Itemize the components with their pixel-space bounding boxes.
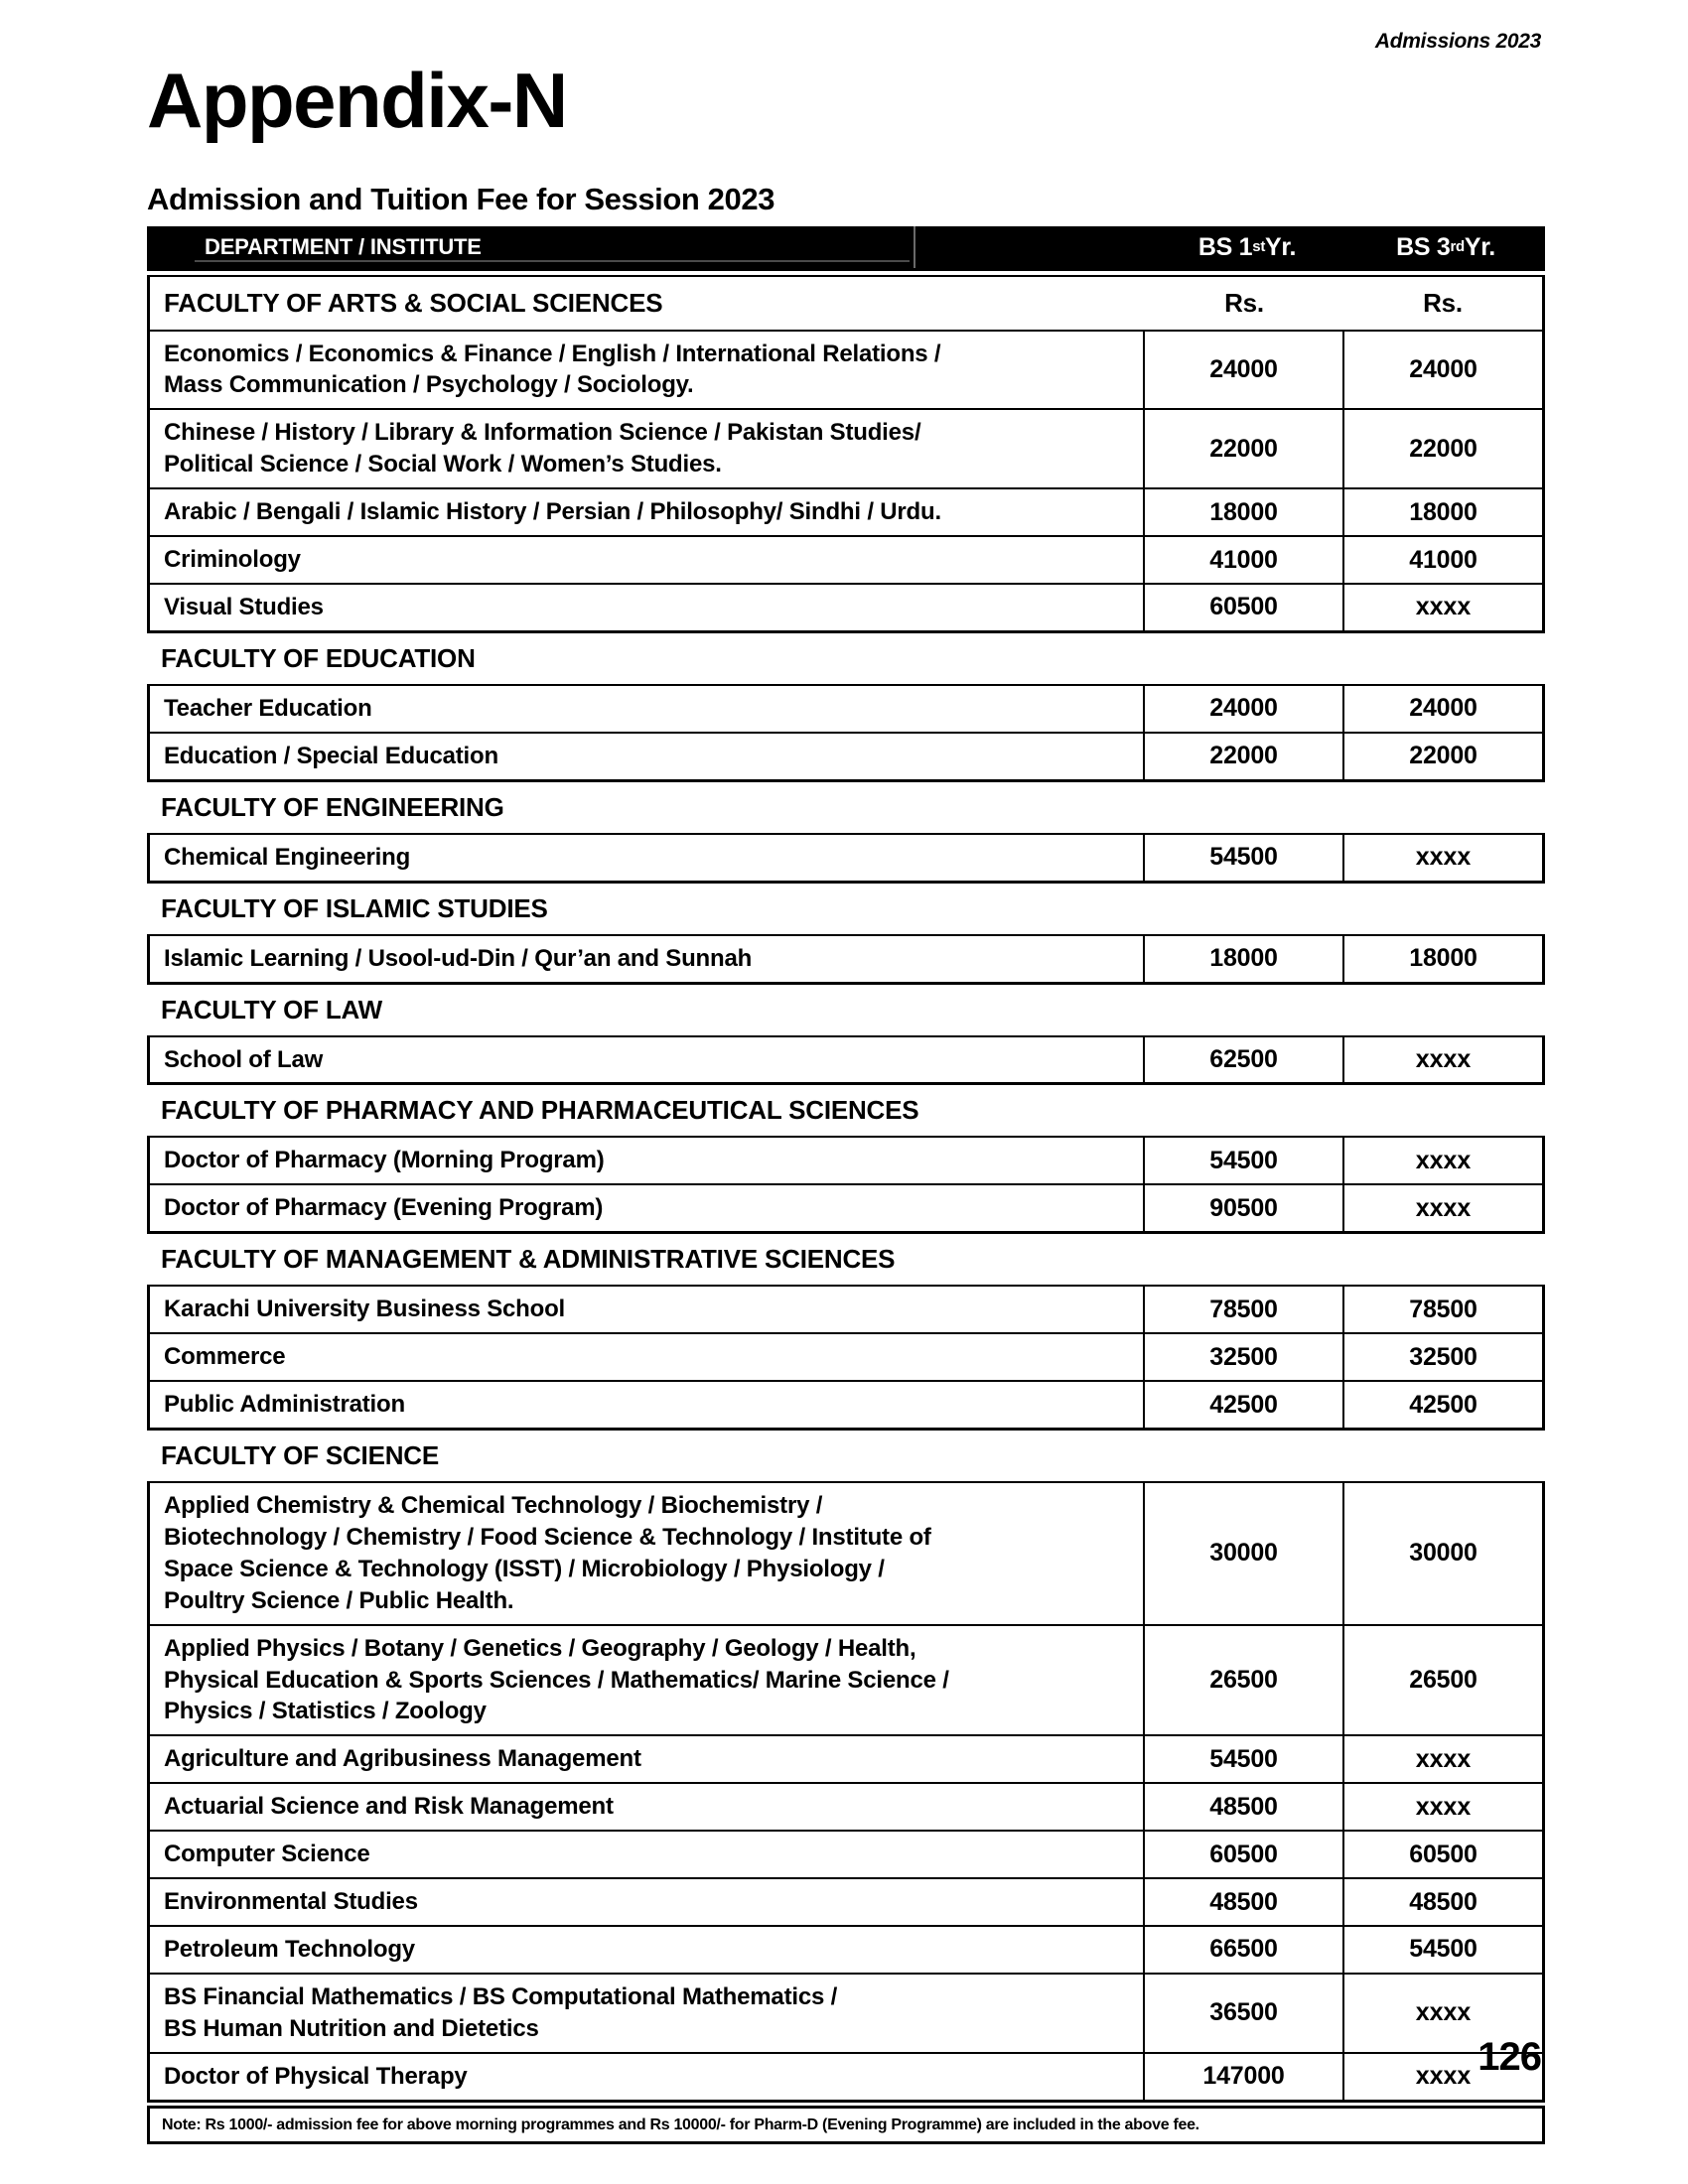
cell-bs3-fee: xxxx	[1415, 1045, 1472, 1073]
cell-bs1-fee: 54500	[1145, 1138, 1344, 1183]
cell-department	[150, 410, 1145, 487]
bs1-pre: BS 1	[1197, 232, 1253, 261]
faculty-heading: FACULTY OF PHARMACY AND PHARMACEUTICAL SCIENCES	[161, 1095, 919, 1126]
table-row	[150, 1734, 1542, 1782]
faculty-group	[147, 1136, 1545, 1234]
cell-bs3-fee: xxxx	[1415, 1792, 1472, 1821]
cell-department	[150, 1483, 1145, 1624]
department-line: BS Financial Mathematics / BS Computational Mathematics /	[164, 1982, 838, 2010]
running-head: Admissions 2023	[1374, 30, 1541, 53]
department-line: Arabic / Bengali / Islamic History / Persian / Philosophy/ Sindhi / Urdu.	[164, 498, 941, 526]
cell-bs3-fee: Rs.	[1224, 287, 1264, 318]
cell-department	[150, 1382, 1145, 1428]
department-line: Public Administration	[164, 1391, 405, 1419]
faculty-heading: FACULTY OF ENGINEERING	[161, 791, 504, 822]
cell-bs3-fee: xxxx	[1415, 1193, 1472, 1222]
cell-bs3-fee: 78500	[1409, 1295, 1477, 1323]
bs3-post: Yr.	[1464, 232, 1495, 261]
cell-department	[150, 332, 1145, 409]
cell-department	[150, 1784, 1145, 1830]
department-line: Teacher Education	[164, 694, 372, 722]
page-title: Appendix-N	[147, 57, 567, 144]
cell-bs3-fee: xxxx	[1415, 593, 1472, 621]
department-line: Doctor of Pharmacy (Morning Program)	[164, 1147, 605, 1174]
department-line: BS Human Nutrition and Dietetics	[164, 2014, 539, 2042]
page-subtitle: Admission and Tuition Fee for Session 2023	[147, 182, 775, 216]
header-spacer	[915, 226, 1148, 268]
cell-bs1-fee: 41000	[1145, 537, 1344, 583]
table-row	[150, 408, 1542, 487]
cell-department	[150, 1832, 1145, 1877]
table-header-bs3: BS 3 rd Yr.	[1396, 232, 1495, 261]
cell-bs1-fee: 22000	[1145, 410, 1344, 487]
department-line: Karachi University Business School	[164, 1296, 566, 1323]
department-line: Education / Special Education	[164, 742, 498, 769]
page-number: 126	[1477, 2035, 1541, 2079]
cell-bs1-fee: 24000	[1145, 686, 1344, 732]
cell-bs1-fee: 18000	[1145, 489, 1344, 535]
faculty-group	[147, 833, 1545, 884]
table-header-bs1: BS 1 st Yr.	[1197, 232, 1297, 261]
cell-bs1-fee: 36500	[1145, 1975, 1344, 2052]
cell-bs3-fee: 22000	[1409, 742, 1477, 770]
cell-department	[150, 1037, 1145, 1083]
department-line: Actuarial Science and Risk Management	[164, 1793, 614, 1821]
cell-bs3-fee: xxxx	[1415, 1146, 1472, 1174]
cell-department	[150, 1975, 1145, 2052]
cell-department	[150, 537, 1145, 583]
cell-bs1-fee: 24000	[1145, 332, 1344, 409]
table-row	[150, 686, 1542, 732]
cell-bs3-fee: xxxx	[1415, 843, 1472, 872]
cell-bs3-fee: 42500	[1409, 1390, 1477, 1419]
cell-bs3-fee: Rs.	[1423, 287, 1463, 318]
table-row	[150, 936, 1542, 982]
table-row	[150, 487, 1542, 535]
department-line: Economics / Economics & Finance / English / International Relations /	[164, 340, 941, 367]
cell-department	[150, 1334, 1145, 1380]
cell-bs1-fee: 62500	[1145, 1037, 1344, 1083]
department-line: Space Science & Technology (ISST) / Microbiology / Physiology /	[164, 1555, 885, 1582]
table-row	[150, 583, 1542, 630]
faculty-heading-row	[150, 277, 1542, 330]
header-underline	[195, 260, 910, 262]
table-row	[150, 1332, 1542, 1380]
faculty-heading: FACULTY OF SCIENCE	[161, 1439, 440, 1470]
cell-department	[150, 734, 1145, 779]
faculty-heading: FACULTY OF LAW	[161, 994, 382, 1024]
cell-bs3-fee: xxxx	[1415, 1998, 1472, 2027]
bs3-pre: BS 3	[1396, 232, 1451, 261]
cell-bs1-fee: 54500	[1145, 1736, 1344, 1782]
cell-department	[150, 1138, 1145, 1183]
faculty-group	[147, 1035, 1545, 1086]
cell-bs1-fee: 60500	[1145, 585, 1344, 630]
department-line: Mass Communication / Psychology / Sociology.	[164, 371, 694, 399]
cell-department	[150, 1626, 1145, 1735]
department-line: Physical Education & Sports Sciences / Mathematics/ Marine Science /	[164, 1666, 949, 1694]
table-row	[150, 1380, 1542, 1428]
faculty-heading: FACULTY OF ISLAMIC STUDIES	[161, 892, 548, 923]
table-header-bar	[147, 226, 1545, 271]
cell-bs1-fee: 30000	[1145, 1483, 1344, 1624]
department-line: Petroleum Technology	[164, 1935, 415, 1963]
cell-bs3-fee: 30000	[1409, 1539, 1477, 1568]
cell-bs1-fee: 60500	[1145, 1832, 1344, 1877]
table-header-department	[147, 226, 914, 268]
cell-bs1-fee: 66500	[1145, 1927, 1344, 1973]
cell-department	[150, 936, 1145, 982]
table-row	[150, 535, 1542, 583]
cell-department	[150, 686, 1145, 732]
department-line: Commerce	[164, 1343, 286, 1371]
faculty-heading: FACULTY OF MANAGEMENT & ADMINISTRATIVE SCIENCES	[161, 1244, 896, 1275]
cell-bs1-fee: 22000	[1145, 734, 1344, 779]
table-note: Note: Rs 1000/- admission fee for above morning programmes and Rs 10000/- for Pharm-D (Evening Programme) are included in the above fee.	[147, 2106, 1545, 2144]
cell-bs1-fee: 48500	[1145, 1784, 1344, 1830]
department-line: Environmental Studies	[164, 1888, 418, 1916]
cell-bs3-fee: 24000	[1409, 694, 1477, 723]
department-line: Doctor of Pharmacy (Evening Program)	[164, 1194, 604, 1222]
department-line: Applied Chemistry & Chemical Technology / Biochemistry /	[164, 1491, 823, 1519]
department-line: Chinese / History / Library & Information Science / Pakistan Studies/	[164, 419, 921, 447]
table-row	[150, 1183, 1542, 1231]
department-line: Computer Science	[164, 1841, 370, 1868]
department-line: Doctor of Physical Therapy	[164, 2062, 468, 2090]
department-line: Applied Physics / Botany / Genetics / Geography / Geology / Health,	[164, 1634, 916, 1662]
cell-bs1-fee: 147000	[1145, 2054, 1344, 2100]
cell-bs1-fee: 18000	[1145, 936, 1344, 982]
table-row	[150, 1037, 1542, 1083]
table-row	[150, 1925, 1542, 1973]
table-row	[150, 1973, 1542, 2052]
department-line: Islamic Learning / Usool-ud-Din / Qur’an and Sunnah	[164, 944, 753, 972]
cell-department	[150, 1927, 1145, 1973]
cell-bs1-fee: 54500	[1145, 835, 1344, 881]
cell-bs3-fee: 18000	[1409, 497, 1477, 526]
cell-bs3-fee: 48500	[1409, 1887, 1477, 1916]
cell-bs3-fee: 41000	[1409, 545, 1477, 574]
bs1-post: Yr.	[1265, 232, 1297, 261]
cell-bs3-fee: 22000	[1409, 434, 1477, 463]
table-body	[147, 275, 1545, 2103]
faculty-group	[147, 1285, 1545, 1431]
faculty-group	[147, 1481, 1545, 2103]
table-row	[150, 2052, 1542, 2100]
cell-bs3-fee: 32500	[1409, 1342, 1477, 1371]
faculty-group	[147, 684, 1545, 782]
table-row	[150, 1483, 1542, 1624]
table-row	[150, 1830, 1542, 1877]
faculty-group	[147, 275, 1545, 633]
cell-department	[150, 1185, 1145, 1231]
cell-bs3-fee: 54500	[1409, 1935, 1477, 1964]
table-row	[150, 1138, 1542, 1183]
table-row	[150, 732, 1542, 779]
department-line: Visual Studies	[164, 594, 324, 621]
cell-department	[150, 585, 1145, 630]
department-line: Physics / Statistics / Zoology	[164, 1698, 487, 1725]
cell-bs1-fee: 42500	[1145, 1382, 1344, 1428]
department-line: Poultry Science / Public Health.	[164, 1586, 514, 1614]
cell-bs1-fee: 32500	[1145, 1334, 1344, 1380]
faculty-heading: FACULTY OF EDUCATION	[161, 642, 476, 673]
department-line: Criminology	[164, 546, 301, 574]
table-row	[150, 1624, 1542, 1735]
cell-department	[150, 2054, 1145, 2100]
department-line: Agriculture and Agribusiness Management	[164, 1745, 641, 1773]
cell-department	[150, 1736, 1145, 1782]
department-line: School of Law	[164, 1045, 324, 1073]
table-row	[150, 1877, 1542, 1925]
cell-bs1-fee: 90500	[1145, 1185, 1344, 1231]
cell-bs3-fee: xxxx	[1415, 1744, 1472, 1773]
faculty-name: FACULTY OF ARTS & SOCIAL SCIENCES	[164, 288, 663, 318]
table-row	[150, 330, 1542, 409]
cell-bs3-fee: 60500	[1409, 1840, 1477, 1868]
cell-bs3-fee: xxxx	[1415, 2062, 1472, 2091]
cell-department	[150, 489, 1145, 535]
fee-table	[147, 226, 1545, 2144]
table-row	[150, 835, 1542, 881]
cell-department	[150, 835, 1145, 881]
department-line: Chemical Engineering	[164, 843, 411, 871]
table-header-department-label: DEPARTMENT / INSTITUTE	[205, 234, 482, 259]
cell-bs3-fee: 18000	[1409, 944, 1477, 973]
cell-bs1-fee: 48500	[1145, 1879, 1344, 1925]
table-row	[150, 1287, 1542, 1332]
cell-bs3-fee: 26500	[1409, 1665, 1477, 1694]
department-line: Political Science / Social Work / Women’s Studies.	[164, 451, 722, 478]
cell-department	[150, 1287, 1145, 1332]
table-row	[150, 1782, 1542, 1830]
cell-department	[150, 1879, 1145, 1925]
department-line: Biotechnology / Chemistry / Food Science & Technology / Institute of	[164, 1523, 931, 1551]
faculty-group	[147, 934, 1545, 985]
cell-bs1-fee: 26500	[1145, 1626, 1344, 1735]
cell-bs1-fee: 78500	[1145, 1287, 1344, 1332]
cell-bs3-fee: 24000	[1409, 354, 1477, 383]
